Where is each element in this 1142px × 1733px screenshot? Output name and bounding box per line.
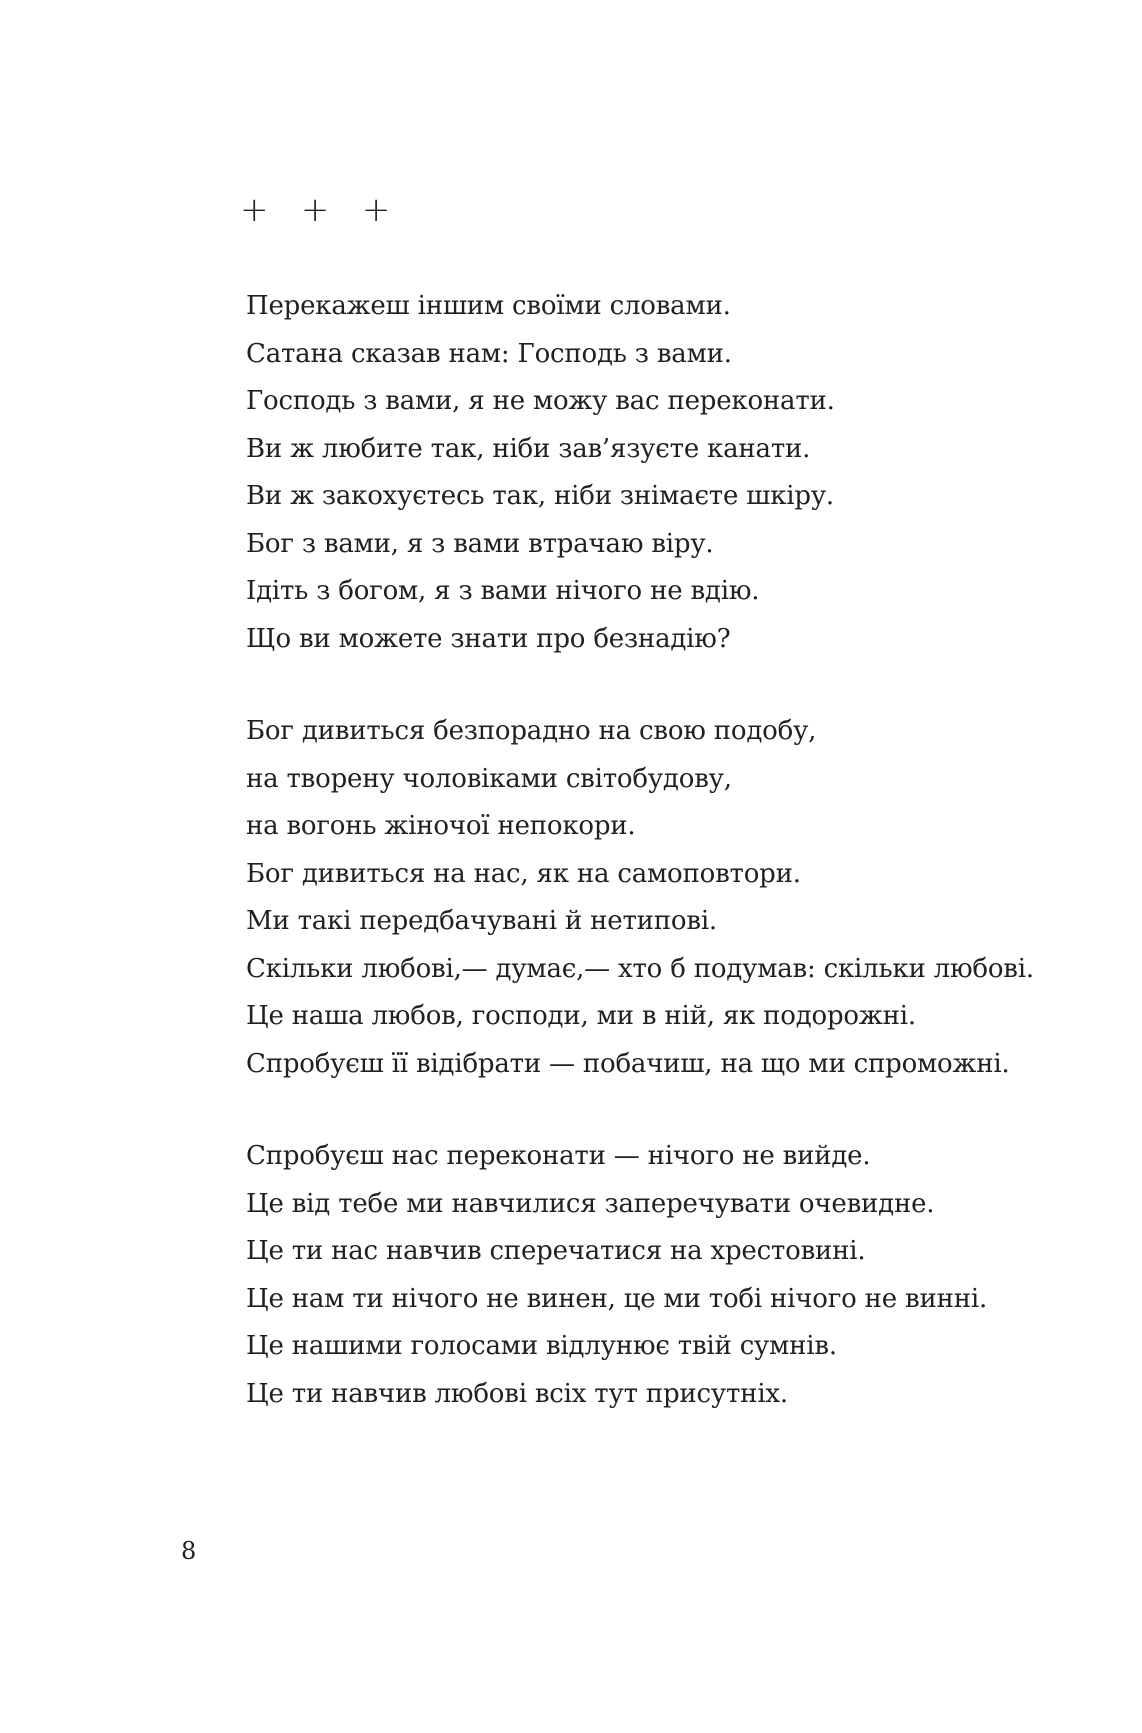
poem-line: Спробуєш нас переконати — нічого не вийде. — [246, 1141, 871, 1171]
page-number: 8 — [181, 1537, 197, 1565]
stanza-3 — [246, 1133, 1066, 1418]
stanza-2 — [246, 708, 1066, 1088]
poem-line: Сатана сказав нам: Господь з вами. — [246, 338, 732, 369]
poem-line: Бог дивиться безпорадно на свою подобу, — [246, 716, 817, 746]
poem-line: Перекажеш іншим своїми словами. — [246, 291, 731, 321]
poem-line: Це нам ти нічого не винен, це ми тобі нічого не винні. — [246, 1283, 988, 1314]
poem-line: Це від тебе ми навчилися заперечувати очевидне. — [246, 1188, 935, 1219]
poem-line: Це ти навчив любові всіх тут присутніх. — [246, 1378, 788, 1409]
poem-line: Господь з вами, я не можу вас переконати. — [246, 386, 835, 416]
poem-line: на вогонь жіночої непокори. — [246, 811, 636, 841]
poem-line: Бог дивиться на нас, як на самоповтори. — [246, 858, 801, 889]
stanza-1 — [246, 283, 1066, 663]
poem-line: Це ти нас навчив сперечатися на хрестовині. — [246, 1236, 866, 1266]
poem-line: Бог з вами, я з вами втрачаю віру. — [246, 528, 714, 559]
poem-line: Скільки любові,— думає,— хто б подумав: скільки любові. — [246, 953, 1034, 984]
poem-line: Ідіть з богом, я з вами нічого не вдію. — [246, 576, 760, 606]
poem-line: Ви ж закохуєтесь так, ніби знімаєте шкіру. — [246, 481, 834, 511]
section-ornament: + + + — [240, 190, 391, 230]
poem-line: Це наша любов, господи, ми в ній, як подорожні. — [246, 1001, 916, 1031]
poem-line: на творену чоловіками світобудову, — [246, 763, 732, 794]
poem-line: Що ви можете знати про безнадію? — [246, 623, 731, 654]
poem-line: Ми такі передбачувані й нетипові. — [246, 906, 717, 936]
poem-line: Це нашими голосами відлунює твій сумнів. — [246, 1331, 837, 1361]
poem-line: Спробуєш її відібрати — побачиш, на що ми спроможні. — [246, 1048, 1010, 1079]
poem — [246, 283, 1066, 1463]
poem-line: Ви ж любите так, ніби зав’язуєте канати. — [246, 433, 811, 464]
